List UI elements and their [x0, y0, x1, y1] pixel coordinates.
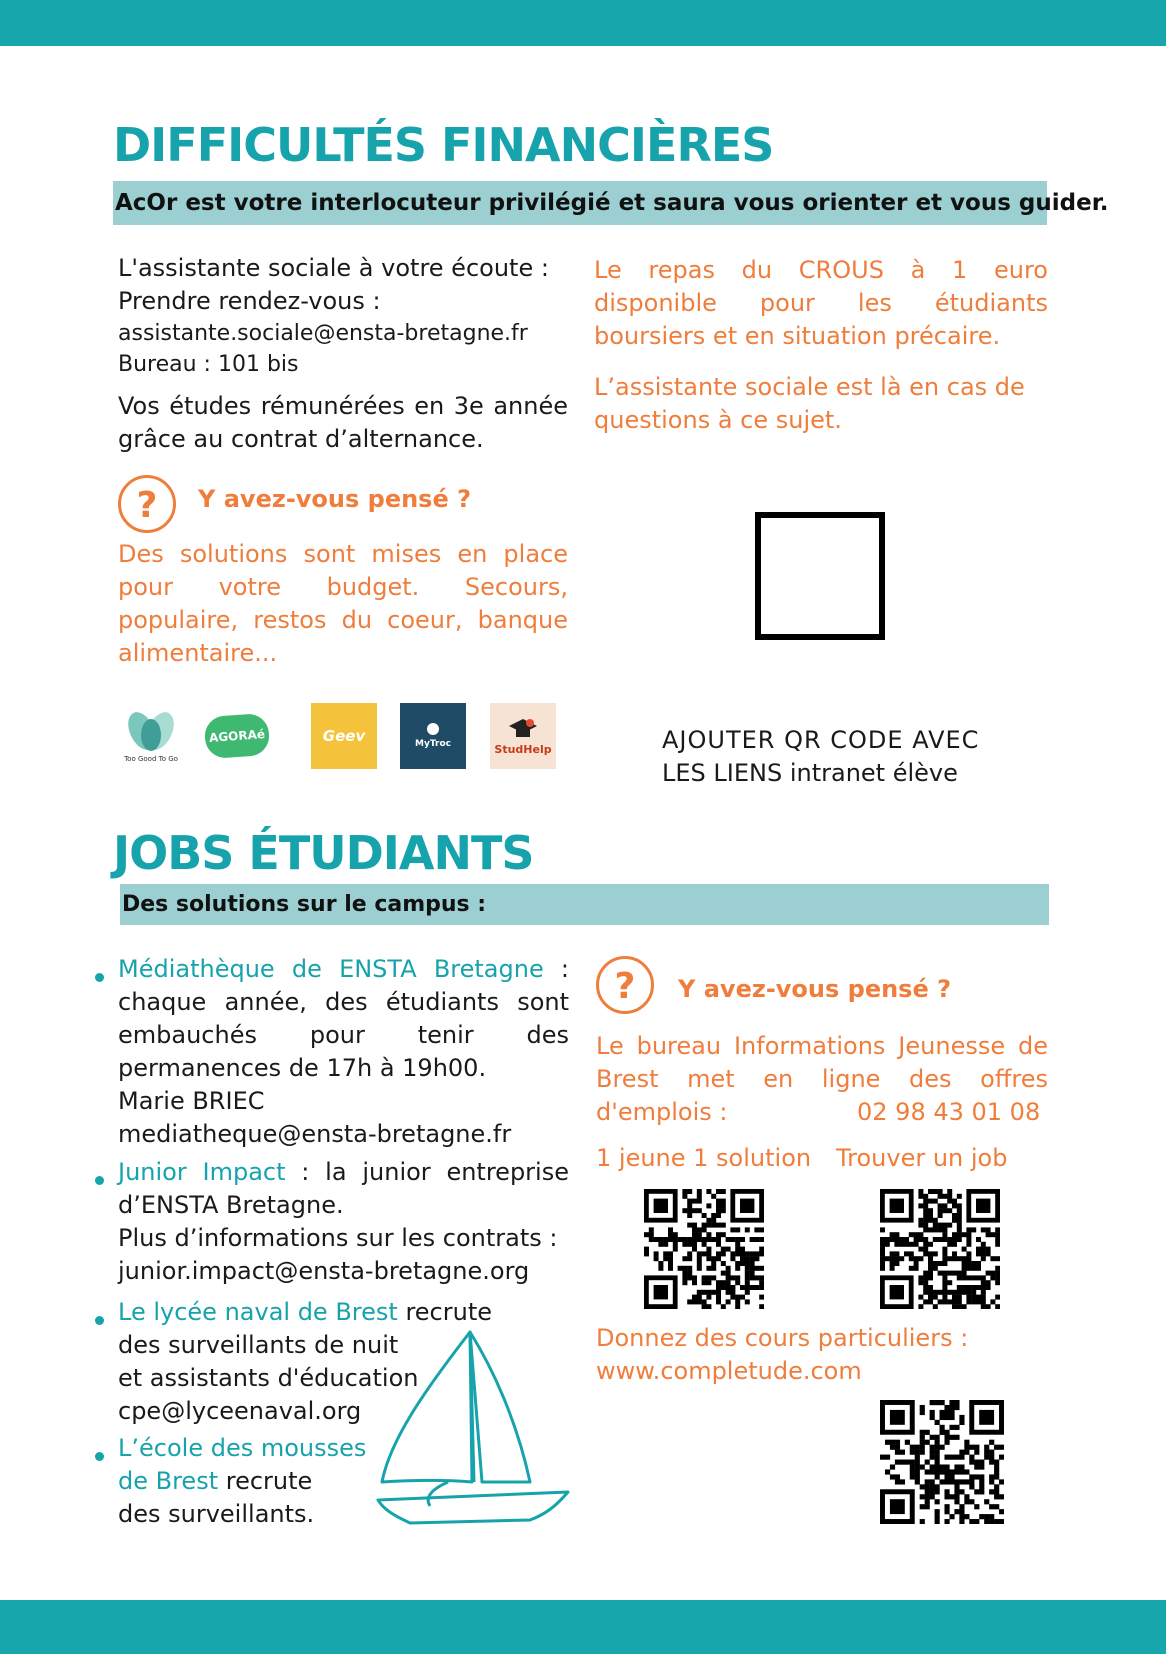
- bij-text: Le bureau Informations Jeunesse de Brest met en ligne des offres d'emplois :: [596, 1032, 1048, 1126]
- link-1jeune1solution[interactable]: 1 jeune 1 solution: [596, 1144, 812, 1172]
- completude-link[interactable]: www.completude.com: [596, 1357, 862, 1385]
- right-column-info: [594, 254, 1048, 437]
- mousses-line3: des surveillants.: [118, 1500, 315, 1528]
- junior-desc: : la junior entreprise d’ENSTA Bretagne.: [118, 1158, 569, 1219]
- lycee-email[interactable]: cpe@lyceenaval.org: [118, 1397, 362, 1425]
- question-icon: ?: [596, 956, 654, 1014]
- crous-text: Le repas du CROUS à 1 euro disponible pour les étudiants boursiers et en situation précaire.: [594, 256, 1048, 350]
- lycee-line2: des surveillants de nuit: [118, 1331, 399, 1359]
- tip-heading: Y avez-vous pensé ?: [678, 975, 952, 1003]
- office-number: Bureau : 101 bis: [118, 352, 299, 377]
- qr-note: [662, 724, 1020, 790]
- left-column-info: [118, 252, 568, 456]
- lycee-desc: recrute: [397, 1298, 492, 1326]
- mytroc-icon: [427, 723, 439, 735]
- bottom-band: [0, 1600, 1166, 1654]
- geev-logo[interactable]: [311, 703, 377, 769]
- mousses-link-2[interactable]: de Brest: [118, 1467, 219, 1495]
- alternance-text: Vos études rémunérées en 3e année grâce au contrat d’alternance.: [118, 392, 568, 453]
- tgtg-label: Too Good To Go: [124, 755, 178, 763]
- mytroc-label: MyTroc: [415, 739, 451, 749]
- studhelp-logo[interactable]: [490, 703, 556, 769]
- bullet-dot: [95, 1316, 104, 1325]
- lycee-link[interactable]: Le lycée naval de Brest: [118, 1298, 398, 1326]
- list-item-junior: [118, 1156, 569, 1288]
- banner-campus: Des solutions sur le campus :: [120, 884, 1049, 925]
- qr-code-trouverjob[interactable]: [880, 1189, 1000, 1313]
- assistante-line: L'assistante sociale à votre écoute :: [118, 254, 549, 282]
- bullet-dot: [95, 1176, 104, 1185]
- mytroc-logo[interactable]: [400, 703, 466, 769]
- top-band: [0, 0, 1166, 46]
- mousses-link-1[interactable]: L’école des mousses: [118, 1434, 367, 1462]
- tip-heading: Y avez-vous pensé ?: [198, 485, 472, 513]
- assistante-text: L’assistante sociale est là en cas de questions à ce sujet.: [594, 373, 1025, 434]
- mediatheque-email[interactable]: mediatheque@ensta-bretagne.fr: [118, 1120, 512, 1148]
- rdv-line: Prendre rendez-vous :: [118, 287, 381, 315]
- qr-note-line1: AJOUTER QR CODE AVEC: [662, 726, 980, 754]
- mediatheque-desc: : chaque année, des étudiants sont embauchés pour tenir des permanences de 17h à 19h00.: [118, 955, 569, 1082]
- question-icon: ?: [118, 475, 176, 533]
- agorae-label: AGORAé: [204, 713, 271, 759]
- qr-code-1jeune[interactable]: [644, 1189, 764, 1313]
- graduation-cap-icon: [508, 717, 538, 743]
- lycee-line3: et assistants d'éducation: [118, 1364, 419, 1392]
- studhelp-label: StudHelp: [494, 742, 552, 756]
- junior-link[interactable]: Junior Impact: [118, 1158, 286, 1186]
- partner-logos: [118, 703, 558, 769]
- tgtg-leaf-icon[interactable]: [118, 703, 184, 769]
- junior-more: Plus d’informations sur les contrats :: [118, 1224, 558, 1252]
- mousses-desc: recrute: [218, 1467, 313, 1495]
- cours-line1: Donnez des cours particuliers :: [596, 1324, 969, 1352]
- assistante-email[interactable]: assistante.sociale@ensta-bretagne.fr: [118, 321, 528, 346]
- junior-email[interactable]: junior.impact@ensta-bretagne.org: [118, 1257, 530, 1285]
- section-title-financial: DIFFICULTÉS FINANCIÈRES: [113, 118, 774, 172]
- agorae-logo[interactable]: [204, 703, 270, 769]
- cours-text: [596, 1322, 1048, 1388]
- section-title-jobs: JOBS ÉTUDIANTS: [113, 826, 534, 880]
- mediatheque-contact: Marie BRIEC: [118, 1087, 265, 1115]
- link-trouver-job[interactable]: Trouver un job: [836, 1144, 1008, 1172]
- geev-label: Geev: [322, 727, 366, 745]
- list-item-mediatheque: [118, 953, 569, 1151]
- bullet-dot: [95, 1452, 104, 1461]
- banner-acor: AcOr est votre interlocuteur privilégié et saura vous orienter et vous guider.: [113, 181, 1047, 225]
- qr-placeholder-box: [755, 512, 885, 640]
- mediatheque-link[interactable]: Médiathèque de ENSTA Bretagne: [118, 955, 544, 983]
- qr-code-completude[interactable]: [880, 1400, 1004, 1528]
- sailboat-icon: [370, 1320, 580, 1530]
- tip-body: Des solutions sont mises en place pour votre budget. Secours, populaire, restos du coeur, banque alimentaire...: [118, 540, 568, 667]
- qr-note-line2: LES LIENS intranet élève: [662, 759, 958, 787]
- bullet-dot: [95, 973, 104, 982]
- bij-phone[interactable]: 02 98 43 01 08: [857, 1098, 1041, 1126]
